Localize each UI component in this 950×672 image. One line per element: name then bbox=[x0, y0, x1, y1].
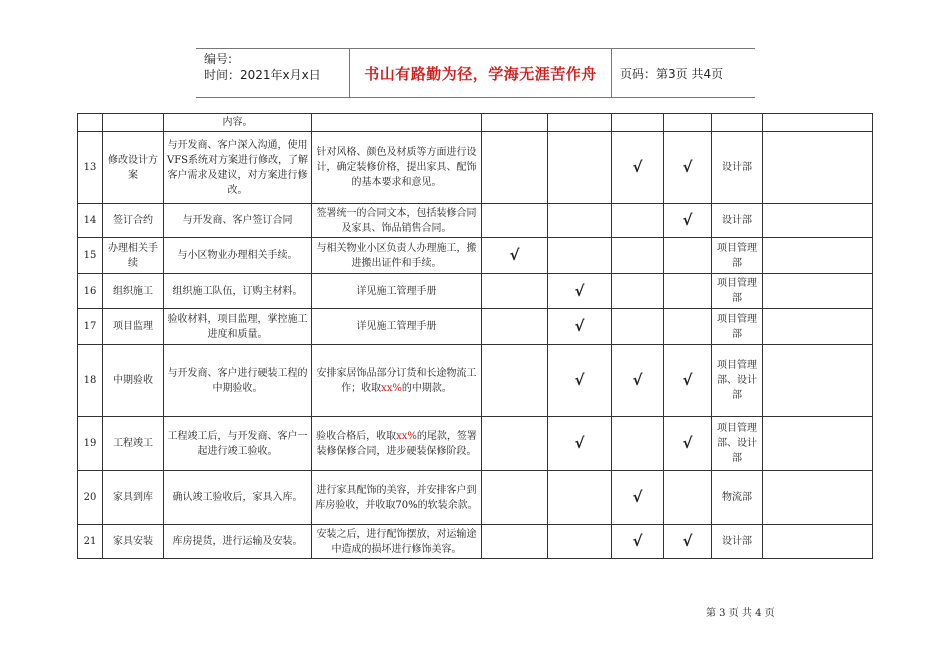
step-name: 家具安装 bbox=[103, 525, 164, 559]
step-description: 组织施工队伍，订购主材料。 bbox=[164, 274, 312, 309]
percent-placeholder: xx% bbox=[396, 430, 417, 442]
row-number: 16 bbox=[78, 274, 103, 309]
page-number-label: 页码：第3页 共4页 bbox=[620, 66, 724, 81]
check-cell: √ bbox=[548, 274, 612, 309]
department: 物流部 bbox=[712, 471, 763, 525]
row-number: 15 bbox=[78, 238, 103, 274]
check-cell: √ bbox=[612, 345, 664, 417]
step-detail: 详见施工管理手册 bbox=[312, 274, 482, 309]
step-detail: 签署统一的合同文本，包括装修合同及家具、饰品销售合同。 bbox=[312, 204, 482, 238]
check-cell bbox=[548, 525, 612, 559]
department: 设计部 bbox=[712, 132, 763, 204]
check-cell bbox=[548, 238, 612, 274]
check-cell bbox=[482, 274, 548, 309]
check-cell: √ bbox=[612, 132, 664, 204]
check-cell: √ bbox=[482, 238, 548, 274]
table-row bbox=[78, 525, 873, 559]
check-cell bbox=[548, 132, 612, 204]
row-number: 14 bbox=[78, 204, 103, 238]
step-detail: 安装之后，进行配饰摆放，对运输途中造成的损坏进行修饰美容。 bbox=[312, 525, 482, 559]
check-cell bbox=[612, 309, 664, 345]
step-name: 工程竣工 bbox=[103, 417, 164, 471]
check-cell: √ bbox=[612, 525, 664, 559]
step-description: 与开发商、客户签订合同 bbox=[164, 204, 312, 238]
table-row bbox=[78, 204, 873, 238]
header-meta bbox=[196, 49, 350, 97]
check-cell bbox=[548, 471, 612, 525]
check-cell bbox=[664, 238, 712, 274]
check-cell bbox=[664, 309, 712, 345]
check-cell bbox=[482, 309, 548, 345]
check-cell bbox=[482, 471, 548, 525]
check-cell bbox=[664, 471, 712, 525]
table-row bbox=[78, 274, 873, 309]
department: 设计部 bbox=[712, 525, 763, 559]
step-name: 项目监理 bbox=[103, 309, 164, 345]
check-cell bbox=[612, 204, 664, 238]
table-row bbox=[78, 417, 873, 471]
time-label: 时间：2021年x月x日 bbox=[204, 68, 321, 82]
check-cell: √ bbox=[664, 345, 712, 417]
row-number: 21 bbox=[78, 525, 103, 559]
page-header bbox=[196, 48, 755, 98]
step-description: 与开发商、客户深入沟通，使用VFS系统对方案进行修改，了解客户需求及建议，对方案进行修改。 bbox=[164, 132, 312, 204]
step-description: 与开发商、客户进行硬装工程的中期验收。 bbox=[164, 345, 312, 417]
percent-placeholder: xx% bbox=[381, 382, 402, 394]
department: 设计部 bbox=[712, 204, 763, 238]
step-detail: 与相关物业小区负责人办理施工，搬进搬出证件和手续。 bbox=[312, 238, 482, 274]
step-description: 库房提货，进行运输及安装。 bbox=[164, 525, 312, 559]
step-description: 工程竣工后，与开发商、客户一起进行竣工验收。 bbox=[164, 417, 312, 471]
step-name: 组织施工 bbox=[103, 274, 164, 309]
check-cell: √ bbox=[548, 309, 612, 345]
step-detail: 进行家具配饰的美容，并安排客户到库房验收，并收取70%的软装余款。 bbox=[312, 471, 482, 525]
department: 项目管理部、设计部 bbox=[712, 417, 763, 471]
department: 项目管理部 bbox=[712, 238, 763, 274]
check-cell bbox=[612, 417, 664, 471]
row-number: 19 bbox=[78, 417, 103, 471]
step-name: 签订合约 bbox=[103, 204, 164, 238]
table-row bbox=[78, 114, 873, 132]
check-cell bbox=[482, 417, 548, 471]
number-label: 编号: bbox=[204, 52, 233, 66]
step-detail: 详见施工管理手册 bbox=[312, 309, 482, 345]
check-cell: √ bbox=[664, 417, 712, 471]
check-cell: √ bbox=[548, 417, 612, 471]
motto: 书山有路勤为径，学海无涯苦作舟 bbox=[350, 49, 612, 97]
page-footer: 第 3 页 共 4 页 bbox=[706, 608, 775, 619]
step-description: 验收材料，项目监理，掌控施工进度和质量。 bbox=[164, 309, 312, 345]
check-cell bbox=[482, 204, 548, 238]
table-row bbox=[78, 238, 873, 274]
department: 项目管理部 bbox=[712, 274, 763, 309]
step-name: 家具到库 bbox=[103, 471, 164, 525]
check-cell: √ bbox=[664, 525, 712, 559]
check-cell: √ bbox=[664, 132, 712, 204]
step-name: 中期验收 bbox=[103, 345, 164, 417]
check-cell bbox=[482, 525, 548, 559]
row-number: 17 bbox=[78, 309, 103, 345]
step-detail: 验收合格后，收取xx%的尾款，签署装修保修合同，进步硬装保修阶段。 bbox=[312, 417, 482, 471]
step-name: 修改设计方案 bbox=[103, 132, 164, 204]
department: 项目管理部 bbox=[712, 309, 763, 345]
table-row bbox=[78, 132, 873, 204]
table-row bbox=[78, 345, 873, 417]
check-cell bbox=[612, 238, 664, 274]
step-detail: 安排家居饰品部分订货和长途物流工作；收取xx%的中期款。 bbox=[312, 345, 482, 417]
step-description: 与小区物业办理相关手续。 bbox=[164, 238, 312, 274]
table-row bbox=[78, 309, 873, 345]
check-cell bbox=[612, 274, 664, 309]
department: 项目管理部、设计部 bbox=[712, 345, 763, 417]
row-number: 20 bbox=[78, 471, 103, 525]
check-cell bbox=[664, 274, 712, 309]
step-description: 确认竣工验收后，家具入库。 bbox=[164, 471, 312, 525]
row-number: 13 bbox=[78, 132, 103, 204]
row-number: 18 bbox=[78, 345, 103, 417]
check-cell: √ bbox=[612, 471, 664, 525]
step-name: 办理相关手续 bbox=[103, 238, 164, 274]
check-cell bbox=[482, 345, 548, 417]
check-cell bbox=[548, 204, 612, 238]
check-cell: √ bbox=[664, 204, 712, 238]
check-cell bbox=[482, 132, 548, 204]
step-detail: 针对风格、颜色及材质等方面进行设计，确定装修价格，提出家具、配饰的基本要求和意见。 bbox=[312, 132, 482, 204]
continuation-text: 内容。 bbox=[164, 114, 312, 132]
table-row bbox=[78, 471, 873, 525]
process-table bbox=[77, 113, 873, 559]
check-cell: √ bbox=[548, 345, 612, 417]
